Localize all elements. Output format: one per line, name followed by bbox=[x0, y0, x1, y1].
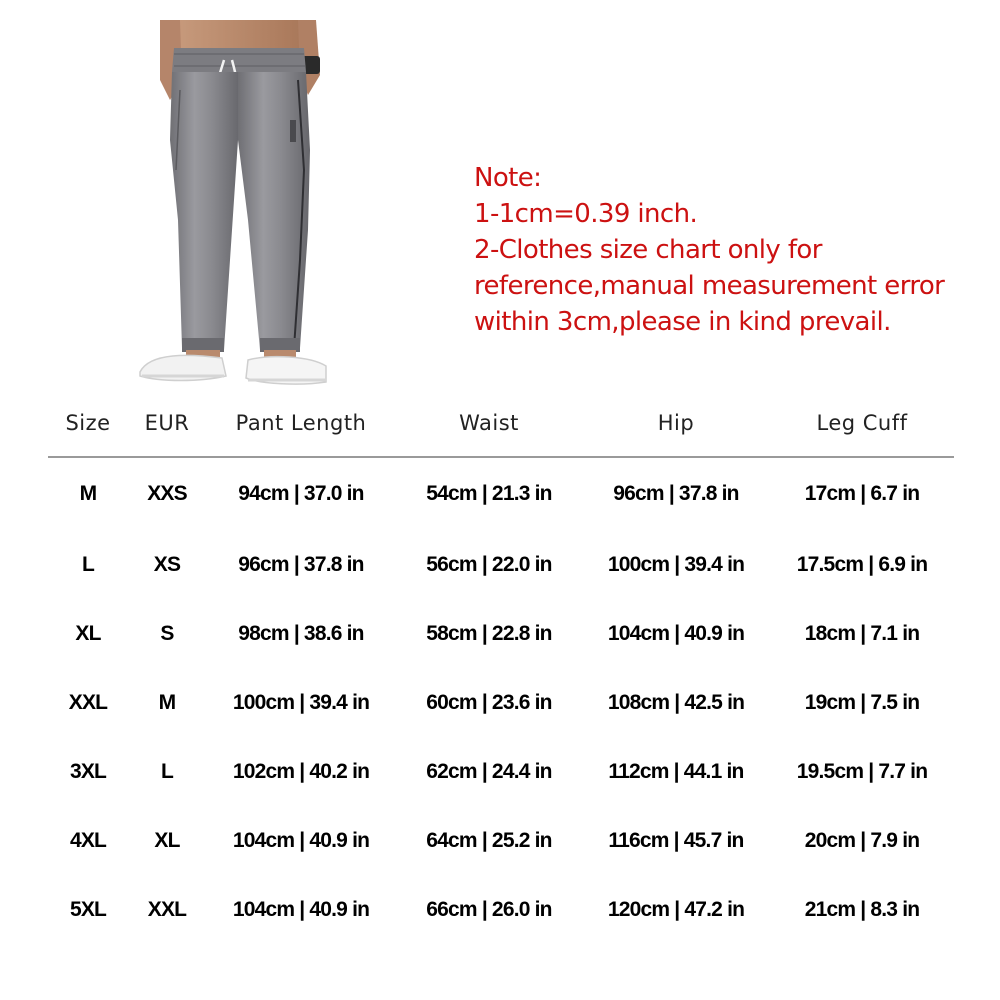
cell-waist: 60cm | 23.6 in bbox=[426, 690, 552, 714]
note-line-4: within 3cm,please in kind prevail. bbox=[474, 307, 891, 337]
cell-hip: 116cm | 45.7 in bbox=[608, 828, 744, 852]
cell-hip: 120cm | 47.2 in bbox=[607, 897, 745, 921]
header-eur: EUR bbox=[128, 390, 206, 457]
table-row bbox=[48, 457, 954, 530]
cell-pant-length: 98cm | 38.6 in bbox=[238, 621, 364, 645]
cell-leg-cuff: 21cm | 8.3 in bbox=[804, 897, 920, 921]
cell-pant-length: 102cm | 40.2 in bbox=[232, 759, 370, 783]
cell-size: M bbox=[79, 482, 97, 505]
cell-hip: 108cm | 42.5 in bbox=[607, 690, 745, 714]
cell-waist: 56cm | 22.0 in bbox=[426, 552, 552, 576]
cell-eur: S bbox=[160, 621, 174, 645]
cell-pant-length: 104cm | 40.9 in bbox=[232, 897, 370, 921]
cell-waist: 62cm | 24.4 in bbox=[426, 759, 552, 783]
cell-pant-length: 94cm | 37.0 in bbox=[238, 482, 364, 505]
table-row bbox=[48, 599, 954, 668]
table-row bbox=[48, 806, 954, 875]
cell-pant-length: 100cm | 39.4 in bbox=[232, 690, 370, 714]
note-line-1: 1-1cm=0.39 inch. bbox=[474, 199, 698, 229]
cell-hip: 96cm | 37.8 in bbox=[613, 482, 739, 505]
cell-size: L bbox=[81, 552, 95, 576]
cell-size: XL bbox=[75, 621, 101, 645]
size-note bbox=[474, 160, 984, 340]
cell-size: 4XL bbox=[69, 828, 107, 852]
cell-hip: 112cm | 44.1 in bbox=[608, 759, 744, 783]
cell-eur: XXL bbox=[147, 897, 187, 921]
header-hip: Hip bbox=[582, 390, 770, 457]
cell-pant-length: 96cm | 37.8 in bbox=[238, 552, 364, 576]
cell-eur: L bbox=[160, 759, 174, 783]
table-row bbox=[48, 737, 954, 806]
cell-leg-cuff: 17cm | 6.7 in bbox=[804, 482, 920, 505]
header-pant-length: Pant Length bbox=[206, 390, 396, 457]
table-row bbox=[48, 530, 954, 599]
product-image-pants bbox=[120, 20, 350, 390]
cell-waist: 54cm | 21.3 in bbox=[426, 482, 552, 505]
cell-leg-cuff: 17.5cm | 6.9 in bbox=[796, 552, 928, 576]
cell-hip: 104cm | 40.9 in bbox=[607, 621, 745, 645]
cell-size: 5XL bbox=[69, 897, 107, 921]
cell-waist: 58cm | 22.8 in bbox=[426, 621, 552, 645]
cell-eur: XS bbox=[153, 552, 181, 576]
cell-waist: 64cm | 25.2 in bbox=[426, 828, 552, 852]
cell-leg-cuff: 19cm | 7.5 in bbox=[804, 690, 920, 714]
table-row bbox=[48, 875, 954, 944]
cell-eur: XXS bbox=[147, 482, 187, 505]
cell-leg-cuff: 19.5cm | 7.7 in bbox=[796, 759, 928, 783]
cell-leg-cuff: 18cm | 7.1 in bbox=[804, 621, 920, 645]
cell-eur: XL bbox=[154, 828, 180, 852]
header-leg-cuff: Leg Cuff bbox=[770, 390, 954, 457]
header-size: Size bbox=[48, 390, 128, 457]
table-header-row bbox=[48, 390, 954, 457]
header-waist: Waist bbox=[396, 390, 582, 457]
cell-size: XXL bbox=[68, 690, 108, 714]
cell-hip: 100cm | 39.4 in bbox=[607, 552, 745, 576]
table-row bbox=[48, 668, 954, 737]
note-line-3: reference,manual measurement error bbox=[474, 271, 945, 301]
size-chart-table bbox=[48, 390, 954, 944]
note-title: Note: bbox=[474, 163, 542, 193]
cell-size: 3XL bbox=[69, 759, 107, 783]
cell-waist: 66cm | 26.0 in bbox=[426, 897, 552, 921]
cell-eur: M bbox=[158, 690, 176, 714]
cell-leg-cuff: 20cm | 7.9 in bbox=[804, 828, 920, 852]
note-line-2: 2-Clothes size chart only for bbox=[474, 235, 822, 265]
cell-pant-length: 104cm | 40.9 in bbox=[232, 828, 370, 852]
